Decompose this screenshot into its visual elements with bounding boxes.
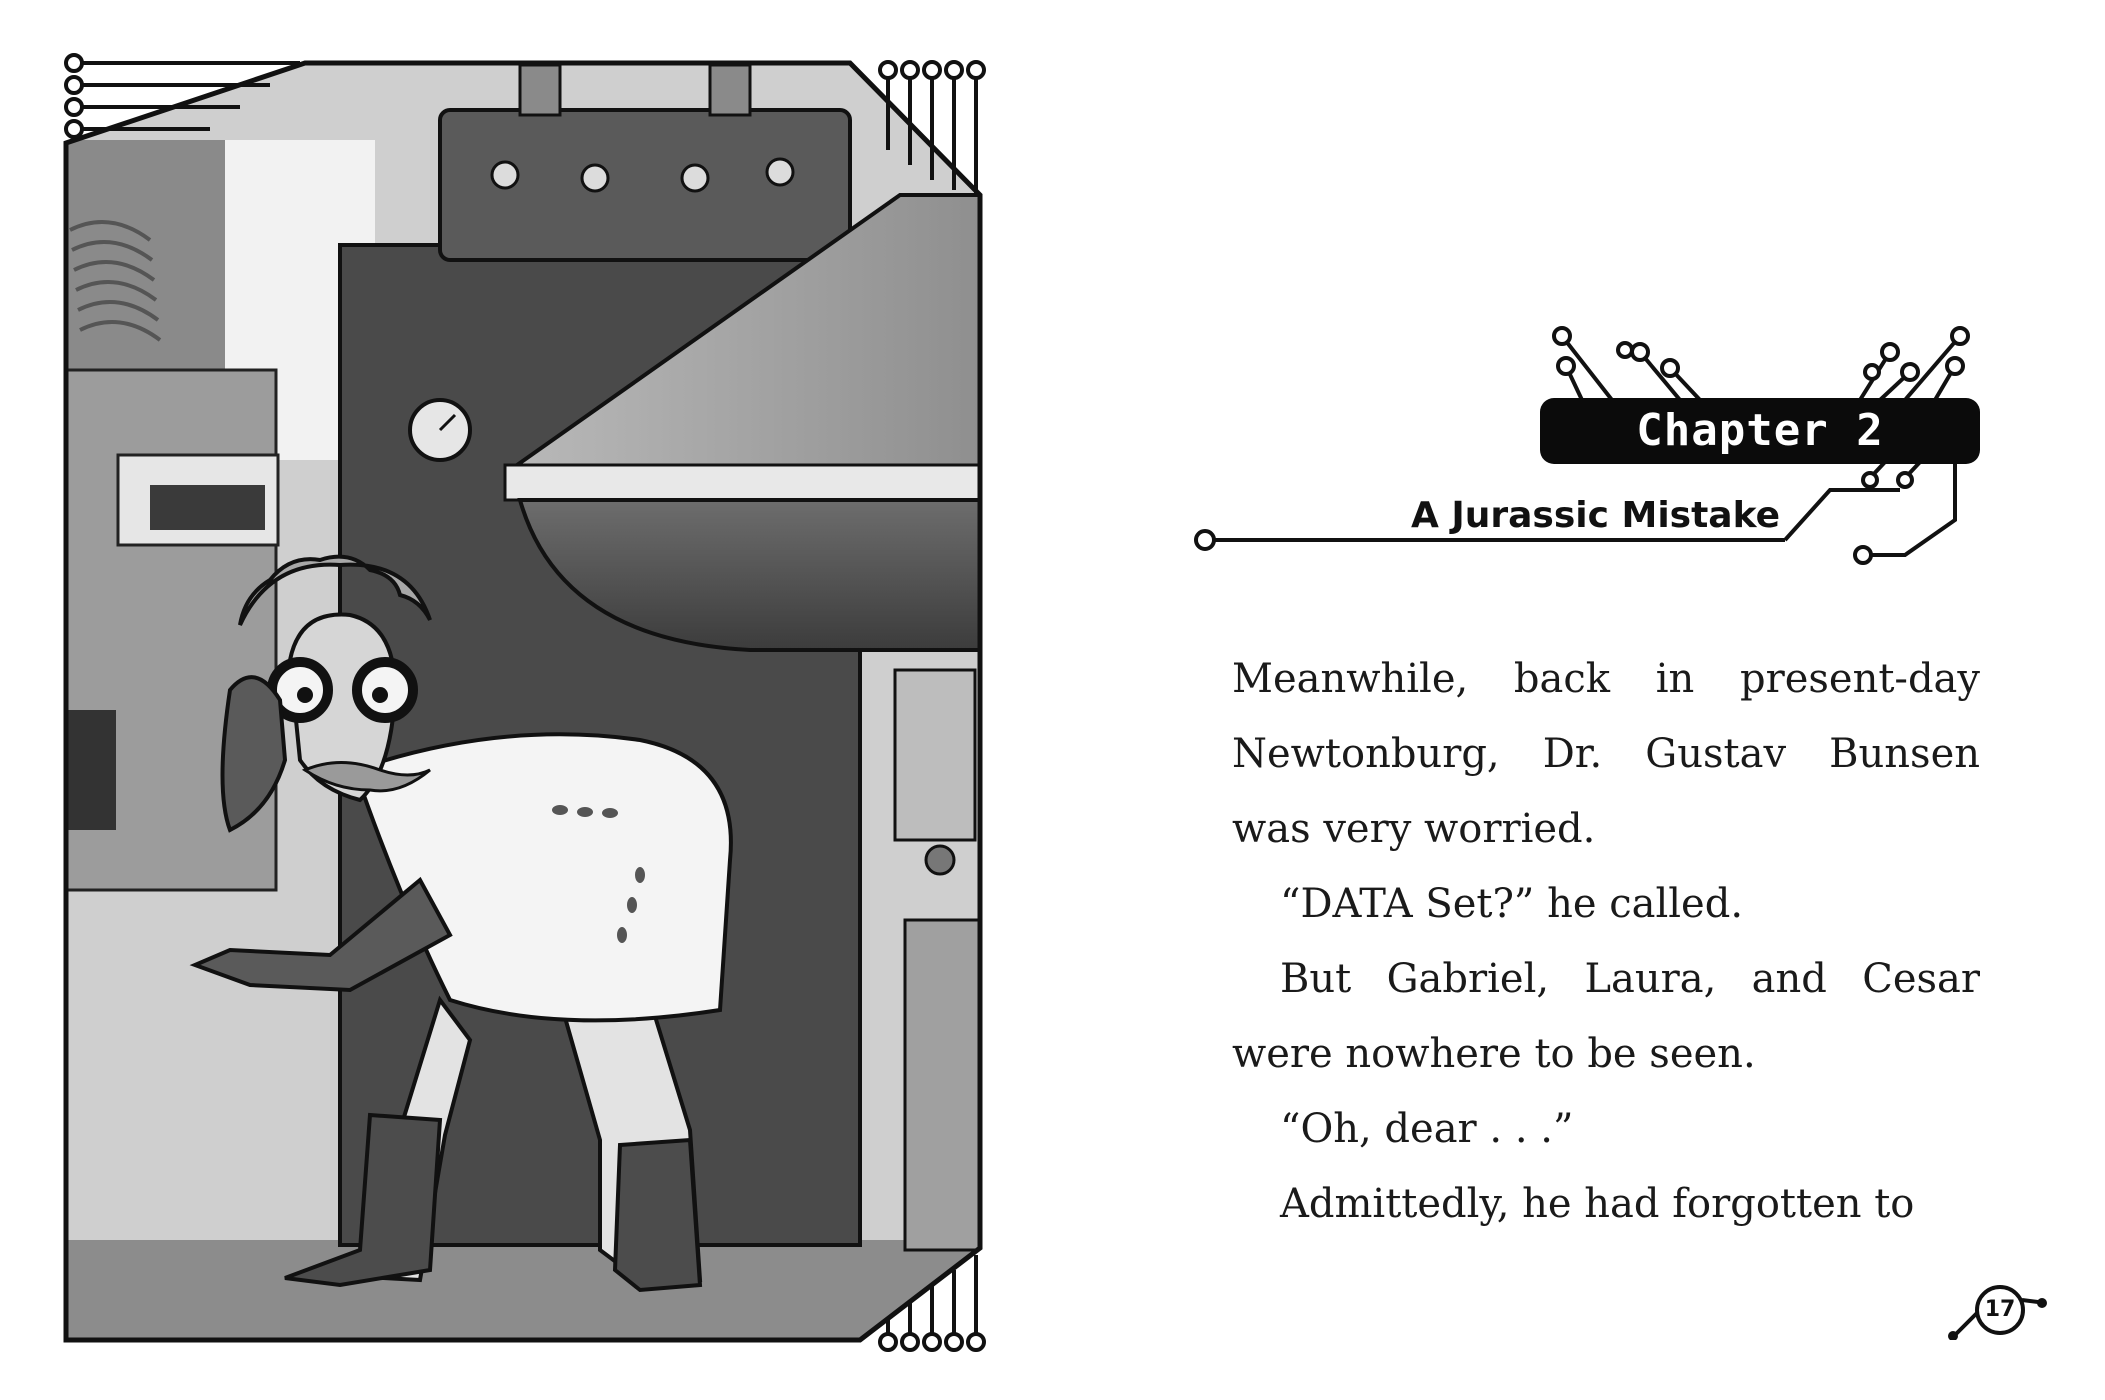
page-number: 17 — [1984, 1297, 2016, 1322]
scientist-illustration — [0, 0, 1010, 1400]
story-paragraph: “Oh, dear . . .” — [1280, 1106, 1574, 1152]
story-paragraph: Admittedly, he had forgotten to — [1280, 1181, 1915, 1227]
story-paragraph: But Gabriel, Laura, and Cesar were nowhere to be seen. — [1232, 956, 1980, 1077]
story-paragraph: Meanwhile, back in present-day Newtonburg, Dr. Gustav Bunsen was very worried. — [1232, 656, 1980, 852]
story-body — [1232, 642, 1980, 1242]
chapter-title: A Jurassic Mistake — [1410, 495, 1780, 536]
chapter-label: Chapter 2 — [1636, 405, 1884, 456]
story-paragraph: “DATA Set?” he called. — [1280, 881, 1744, 927]
